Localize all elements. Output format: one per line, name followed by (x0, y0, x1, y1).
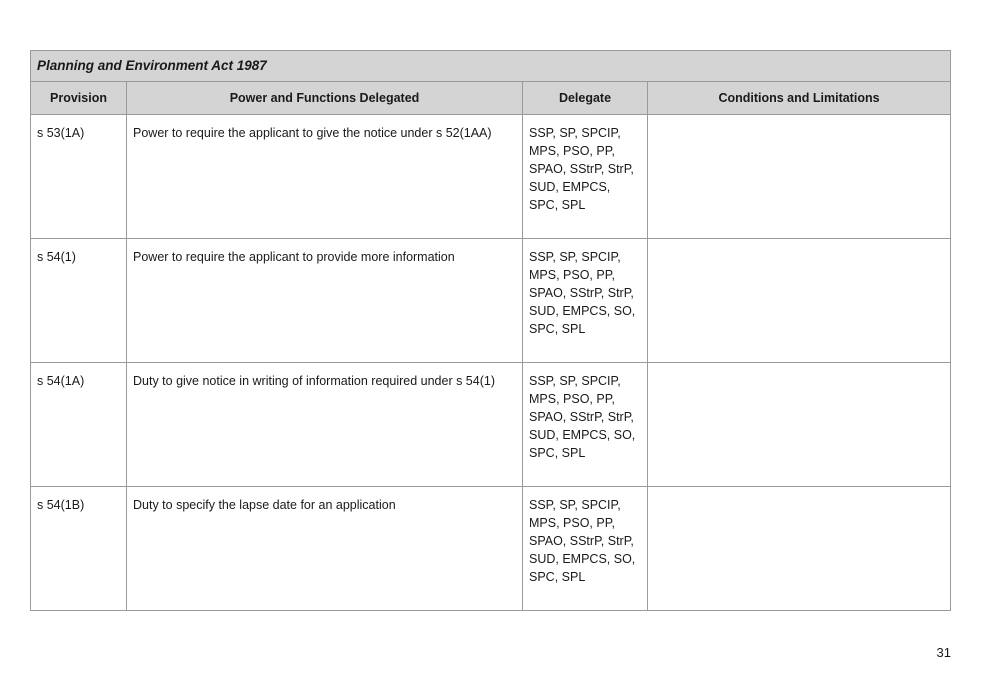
delegate-line: SPC, SPL (529, 198, 586, 212)
delegate-line: SPAO, SStrP, StrP, (529, 286, 634, 300)
delegate-line: SPAO, SStrP, StrP, (529, 410, 634, 424)
delegate-line: MPS, PSO, PP, (529, 144, 615, 158)
delegate-line: SPC, SPL (529, 570, 586, 584)
act-title: Planning and Environment Act 1987 (31, 51, 951, 82)
conditions-cell (648, 487, 951, 611)
conditions-cell (648, 115, 951, 239)
delegate-line: MPS, PSO, PP, (529, 268, 615, 282)
power-cell: Power to require the applicant to provide more information (127, 239, 523, 363)
delegate-cell (523, 239, 648, 363)
table-header-row (31, 82, 951, 115)
delegate-line: SUD, EMPCS, SO, (529, 552, 636, 566)
header-provision: Provision (31, 82, 127, 115)
power-cell: Power to require the applicant to give the notice under s 52(1AA) (127, 115, 523, 239)
delegate-line: SPC, SPL (529, 446, 586, 460)
delegate-line: MPS, PSO, PP, (529, 516, 615, 530)
delegate-line: SSP, SP, SPCIP, (529, 126, 621, 140)
delegate-line: SPAO, SStrP, StrP, (529, 534, 634, 548)
table-row (31, 239, 951, 363)
conditions-cell (648, 239, 951, 363)
provision-cell: s 53(1A) (31, 115, 127, 239)
delegate-line: MPS, PSO, PP, (529, 392, 615, 406)
delegate-line: SUD, EMPCS, (529, 180, 611, 194)
delegate-cell (523, 487, 648, 611)
delegate-line: SPC, SPL (529, 322, 586, 336)
table-row (31, 363, 951, 487)
header-power: Power and Functions Delegated (127, 82, 523, 115)
table-row (31, 115, 951, 239)
provision-cell: s 54(1A) (31, 363, 127, 487)
delegate-line: SPAO, SStrP, StrP, (529, 162, 634, 176)
delegate-line: SUD, EMPCS, SO, (529, 304, 636, 318)
provision-cell: s 54(1) (31, 239, 127, 363)
header-delegate: Delegate (523, 82, 648, 115)
provision-cell: s 54(1B) (31, 487, 127, 611)
conditions-cell (648, 363, 951, 487)
delegate-line: SSP, SP, SPCIP, (529, 250, 621, 264)
delegation-table (30, 50, 951, 611)
delegate-line: SSP, SP, SPCIP, (529, 498, 621, 512)
delegate-line: SSP, SP, SPCIP, (529, 374, 621, 388)
table-title-row (31, 51, 951, 82)
table-row (31, 487, 951, 611)
power-cell: Duty to give notice in writing of information required under s 54(1) (127, 363, 523, 487)
page-number: 31 (936, 645, 951, 660)
header-conditions: Conditions and Limitations (648, 82, 951, 115)
delegation-table-container (30, 50, 951, 611)
delegate-cell (523, 363, 648, 487)
power-cell: Duty to specify the lapse date for an application (127, 487, 523, 611)
delegate-cell (523, 115, 648, 239)
delegate-line: SUD, EMPCS, SO, (529, 428, 636, 442)
